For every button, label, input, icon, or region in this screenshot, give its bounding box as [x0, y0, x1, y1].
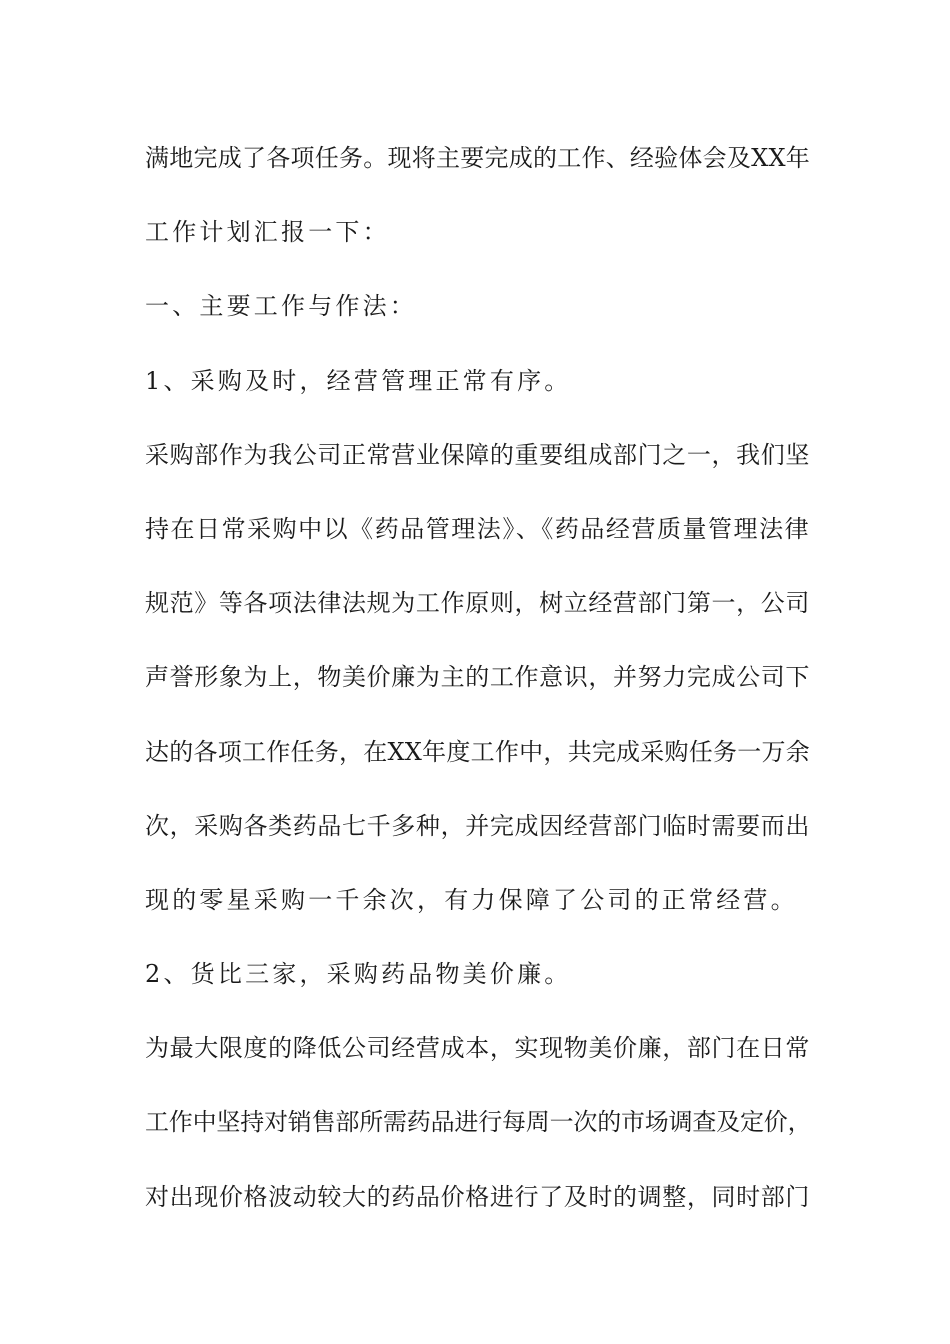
- section-heading: 一、主要工作与作法：: [145, 292, 417, 321]
- body-text: [145, 131, 810, 1244]
- text-line: 为最大限度的降低公司经营成本，实现物美价廉，部门在日常: [145, 1034, 810, 1063]
- text-line: 现的零星采购一千余次，有力保障了公司的正常经营。: [145, 885, 798, 914]
- text-line: 达的各项工作任务，在XX年度工作中，共完成采购任务一万余: [145, 737, 810, 766]
- text-line: 对出现价格波动较大的药品价格进行了及时的调整，同时部门: [145, 1182, 810, 1211]
- subsection-heading: 2、货比三家，采购药品物美价廉。: [145, 960, 572, 989]
- text-line: 声誉形象为上，物美价廉为主的工作意识，并努力完成公司下: [145, 663, 810, 692]
- subsection-heading: 1、采购及时，经营管理正常有序。: [145, 366, 572, 395]
- text-line: 规范》等各项法律法规为工作原则，树立经营部门第一，公司: [145, 589, 810, 618]
- text-line: 采购部作为我公司正常营业保障的重要组成部门之一，我们坚: [145, 440, 810, 469]
- text-line: 工作中坚持对销售部所需药品进行每周一次的市场调查及定价，: [145, 1108, 812, 1137]
- text-line: 次，采购各类药品七千多种，并完成因经营部门临时需要而出: [145, 811, 810, 840]
- text-line: 满地完成了各项任务。现将主要完成的工作、经验体会及XX年: [145, 144, 810, 172]
- text-line: 持在日常采购中以《药品管理法》、《药品经营质量管理法律: [145, 514, 810, 543]
- text-line: 工作计划汇报一下：: [145, 218, 390, 247]
